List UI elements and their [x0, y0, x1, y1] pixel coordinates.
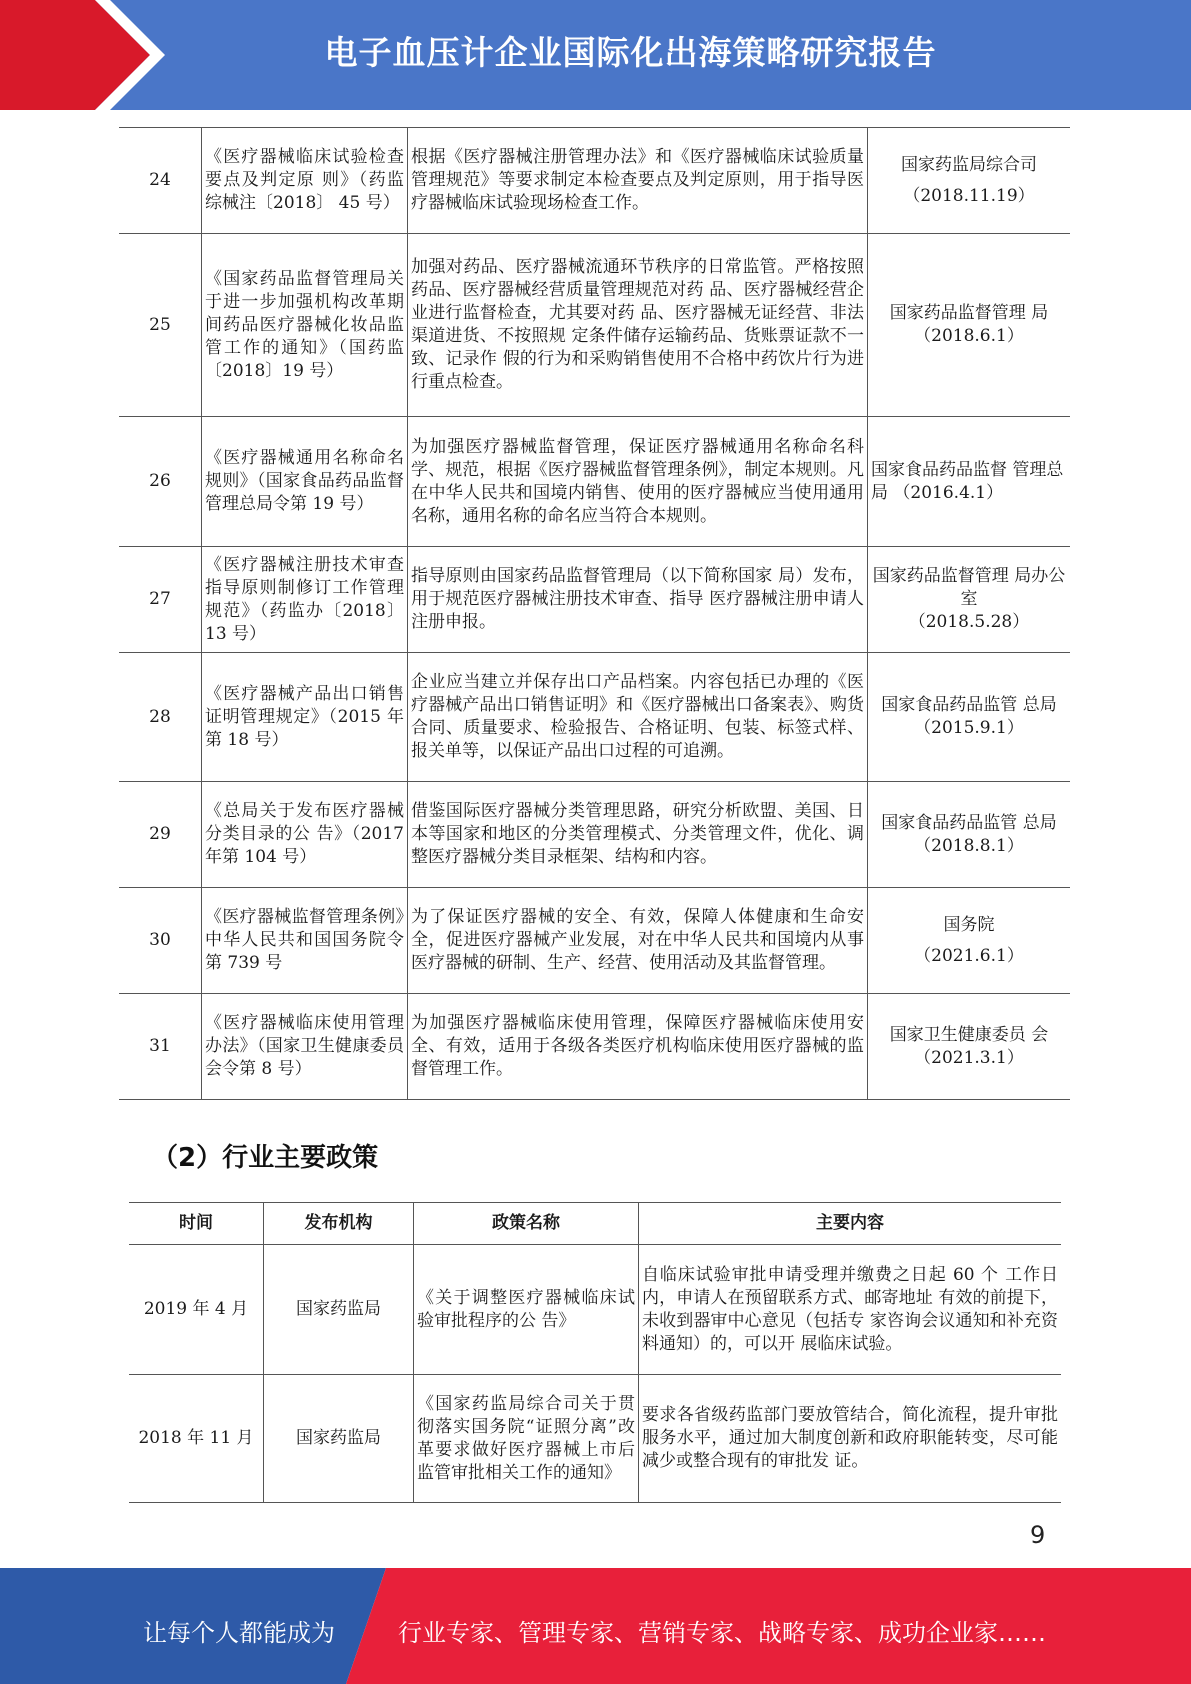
row-number: 31 — [149, 1036, 171, 1056]
regulation-issuer: 国家药监局综合司 （2018.11.19） — [868, 128, 1071, 234]
regulation-name: 《总局关于发布医疗器械分类目录的公 告》（2017 年第 104 号） — [202, 782, 408, 888]
table-row — [119, 994, 1070, 1100]
table-row — [119, 417, 1070, 547]
table-row — [119, 234, 1070, 417]
regulation-issuer: 国家药品监督管理 局办公室 （2018.5.28） — [868, 547, 1071, 653]
row-number: 27 — [149, 589, 171, 609]
regulation-content: 指导原则由国家药品监督管理局（以下简称国家 局）发布，用于规范医疗器械注册技术审查、指导 医疗器械注册申请人注册申报。 — [408, 547, 868, 653]
table-row — [129, 1245, 1061, 1375]
row-number: 29 — [149, 824, 171, 844]
regulation-issuer: 国家食品药品监督 管理总局 （2016.4.1） — [868, 417, 1071, 547]
table-row — [119, 782, 1070, 888]
column-header: 时间 — [129, 1203, 264, 1245]
row-number: 24 — [149, 170, 171, 190]
regulation-name: 《国家药品监督管理局关于进一步加强机构改革期间药品医疗器械化妆品监管工作的通知》（国药监〔2018〕19 号） — [202, 234, 408, 417]
regulation-content: 为了保证医疗器械的安全、有效，保障人体健康和生命安全，促进医疗器械产业发展，对在中华人民共和国境内从事医疗器械的研制、生产、经营、使用活动及其监督管理。 — [408, 888, 868, 994]
policy-agency: 国家药监局 — [264, 1245, 414, 1375]
regulation-content: 加强对药品、医疗器械流通环节秩序的日常监管。严格按照药品、医疗器械经营质量管理规范对药 品、医疗器械经营企业进行监督检查，尤其要对药 品、医疗器械无证经营、非法渠道进货、不按照规 定条件储存运输药品、货账票证款不一致、记录作 假的行为和采购销售使用不合格中药饮片行为进 行重点检查。 — [408, 234, 868, 417]
regulation-content: 根据《医疗器械注册管理办法》和《医疗器械临床试验质量管理规范》等要求制定本检查要点及判定原则，用于指导医疗器械临床试验现场检查工作。 — [408, 128, 868, 234]
regulation-name: 《医疗器械监督管理条例》中华人民共和国国务院令第 739 号 — [202, 888, 408, 994]
table-row — [129, 1375, 1061, 1503]
policy-time: 2018 年 11 月 — [129, 1375, 264, 1503]
regulation-content: 为加强医疗器械临床使用管理，保障医疗器械临床使用安全、有效，适用于各级各类医疗机构临床使用医疗器械的监督管理工作。 — [408, 994, 868, 1100]
row-number: 26 — [149, 471, 171, 491]
report-title: 电子血压计企业国际化出海策略研究报告 — [324, 33, 937, 72]
regulation-name: 《医疗器械临床试验检查要点及判定原 则》（药监综械注〔2018〕 45 号） — [202, 128, 408, 234]
table-row — [119, 888, 1070, 994]
report-header — [0, 0, 1191, 110]
table-header-row — [129, 1203, 1061, 1245]
page-number: 9 — [1030, 1521, 1046, 1549]
table-row — [119, 128, 1070, 234]
regulation-issuer: 国家食品药品监管 总局 （2018.8.1） — [868, 782, 1071, 888]
policy-agency: 国家药监局 — [264, 1375, 414, 1503]
column-header: 发布机构 — [264, 1203, 414, 1245]
policy-time: 2019 年 4 月 — [129, 1245, 264, 1375]
footer-slogan-left: 让每个人都能成为 — [143, 1619, 335, 1647]
regulation-name: 《医疗器械产品出口销售证明管理规定》（2015 年第 18 号） — [202, 653, 408, 782]
regulation-issuer: 国家食品药品监管 总局 （2015.9.1） — [868, 653, 1071, 782]
policy-content: 要求各省级药监部门要放管结合，简化流程，提升审批服务水平，通过加大制度创新和政府职能转变，尽可能减少或整合现有的审批发 证。 — [639, 1375, 1062, 1503]
policy-name: 《国家药监局综合司关于贯彻落实国务院“证照分离”改革要求做好医疗器械上市后监管审批相关工作的通知》 — [414, 1375, 639, 1503]
regulation-content: 企业应当建立并保存出口产品档案。内容包括已办理的《医疗器械产品出口销售证明》和《医疗器械出口备案表》、购货合同、质量要求、检验报告、合格证明、包装、标签式样、报关单等，以保证产品出口过程的可追溯。 — [408, 653, 868, 782]
policy-content: 自临床试验审批申请受理并缴费之日起 60 个 工作日内，申请人在预留联系方式、邮寄地址 有效的前提下，未收到器审中心意见（包括专 家咨询会议通知和补充资料通知）的，可以开 展临床试验。 — [639, 1245, 1062, 1375]
regulation-name: 《医疗器械通用名称命名规则》（国家食品药品监督管理总局令第 19 号） — [202, 417, 408, 547]
regulation-content: 借鉴国际医疗器械分类管理思路，研究分析欧盟、美国、日本等国家和地区的分类管理模式、分类管理文件，优化、调整医疗器械分类目录框架、结构和内容。 — [408, 782, 868, 888]
policy-name: 《关于调整医疗器械临床试验审批程序的公 告》 — [414, 1245, 639, 1375]
regulation-name: 《医疗器械注册技术审查指导原则制修订工作管理规范》（药监办〔2018〕13 号） — [202, 547, 408, 653]
regulation-issuer: 国家卫生健康委员 会 （2021.3.1） — [868, 994, 1071, 1100]
table-row — [119, 653, 1070, 782]
row-number: 30 — [149, 930, 171, 950]
regulations-table — [119, 127, 1070, 1100]
column-header: 政策名称 — [414, 1203, 639, 1245]
row-number: 28 — [149, 706, 171, 727]
footer-slogan-right: 行业专家、管理专家、营销专家、战略专家、成功企业家…… — [398, 1619, 1046, 1647]
column-header: 主要内容 — [639, 1203, 1062, 1245]
regulation-issuer: 国务院 （2021.6.1） — [868, 888, 1071, 994]
regulation-name: 《医疗器械临床使用管理办法》（国家卫生健康委员会令第 8 号） — [202, 994, 408, 1100]
regulation-content: 为加强医疗器械监督管理，保证医疗器械通用名称命名科学、规范，根据《医疗器械监督管理条例》，制定本规则。凡在中华人民共和国境内销售、使用的医疗器械应当使用通用名称，通用名称的命名应当符合本规则。 — [408, 417, 868, 547]
row-number: 25 — [149, 314, 171, 335]
regulation-issuer: 国家药品监督管理 局 （2018.6.1） — [868, 234, 1071, 417]
table-row — [119, 547, 1070, 653]
policy-table — [129, 1202, 1061, 1503]
section-heading: （2）行业主要政策 — [152, 1143, 379, 1173]
